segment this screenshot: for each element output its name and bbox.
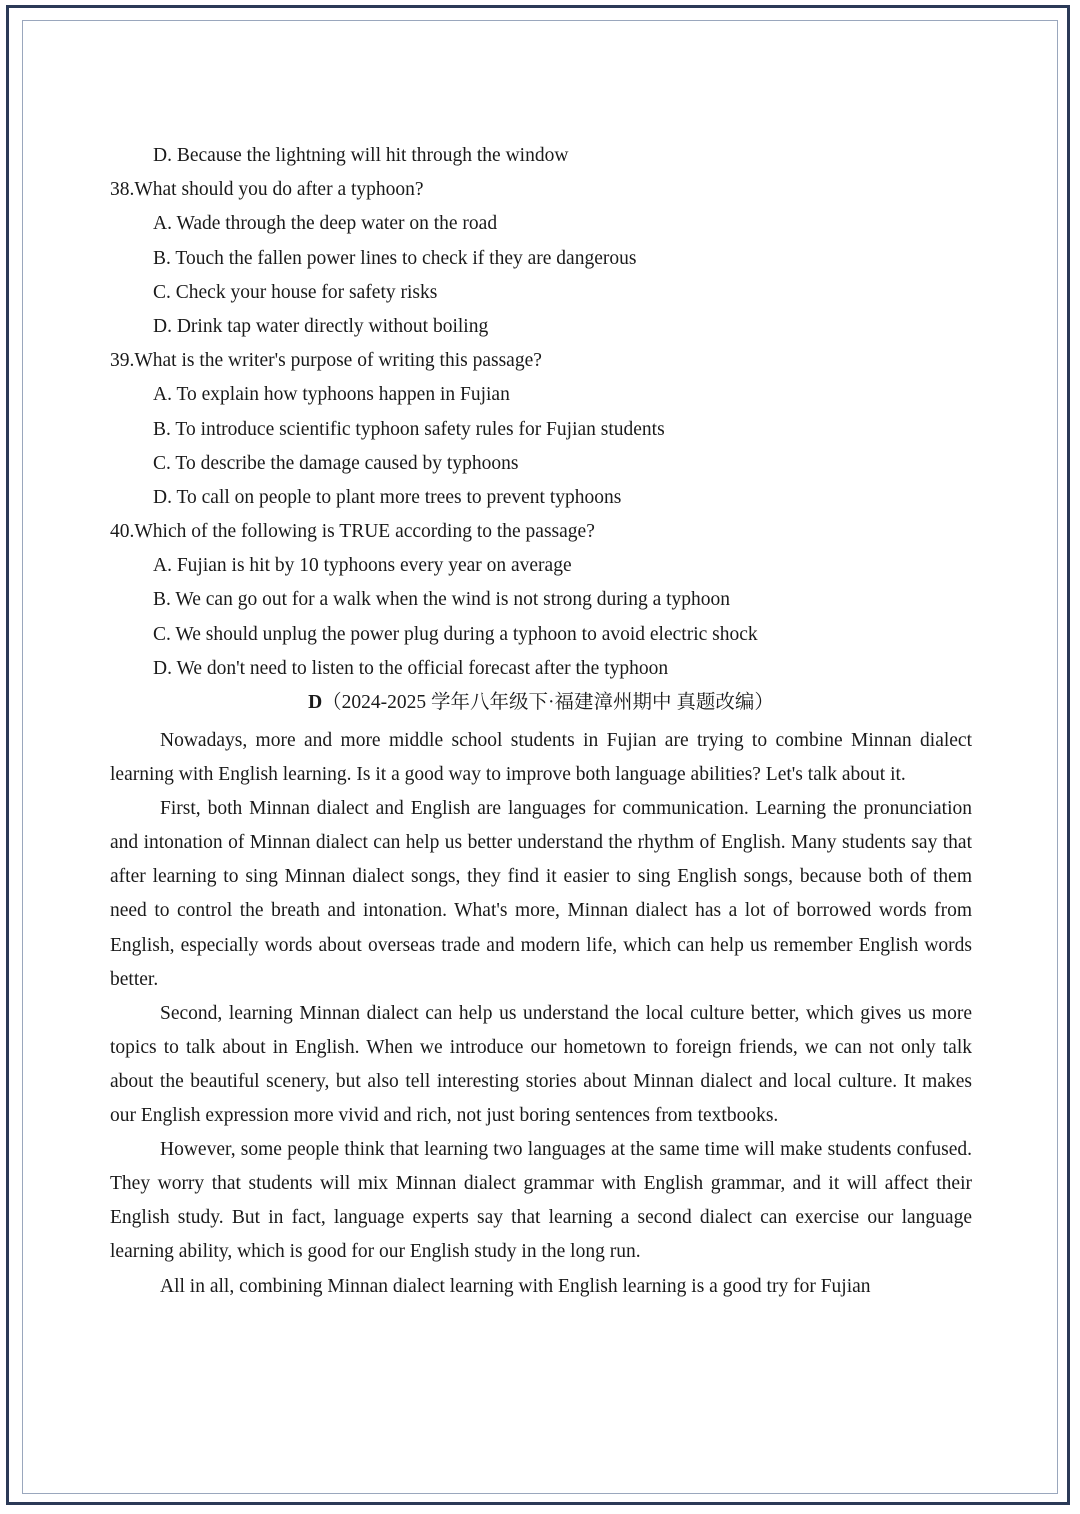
passage-paragraph: Nowadays, more and more middle school students in Fujian are trying to combine Minnan dialect learning with English learning. Is it a good way to improve both language abilities? Let's talk about it. (110, 730, 972, 786)
answer-option: C. To describe the damage caused by typhoons (153, 452, 519, 474)
answer-option: B. We can go out for a walk when the wind is not strong during a typhoon (153, 589, 731, 611)
answer-option: A. Fujian is hit by 10 typhoons every year on average (153, 555, 572, 577)
passage-paragraph: First, both Minnan dialect and English are languages for communication. Learning the pronunciation and intonation of Minnan dialect can help us better understand the rhythm of English. Many students say that after learning to sing Minnan dialect songs, they find it easier to sing English songs, because both of them need to control the breath and intonation. What's more, Minnan dialect has a lot of borrowed words from English, especially words about overseas trade and modern life, which can help us remember English words better. (110, 798, 972, 990)
answer-option: A. To explain how typhoons happen in Fujian (153, 384, 510, 406)
reading-passage (110, 724, 972, 1304)
answer-option: C. We should unplug the power plug during a typhoon to avoid electric shock (153, 623, 758, 645)
question-stem: 39.What is the writer's purpose of writing this passage? (110, 350, 542, 372)
answer-option: B. Touch the fallen power lines to check if they are dangerous (153, 247, 637, 269)
section-letter: D (308, 692, 323, 713)
passage-paragraph: All in all, combining Minnan dialect learning with English learning is a good try for Fujian (160, 1275, 871, 1297)
answer-option: D. Because the lightning will hit through the window (153, 145, 569, 166)
answer-option: D. To call on people to plant more trees to prevent typhoons (153, 486, 622, 508)
section-source: （2024-2025 学年八年级下·福建漳州期中 真题改编） (322, 692, 774, 713)
answer-option: D. Drink tap water directly without boiling (153, 315, 489, 337)
answer-option: A. Wade through the deep water on the road (153, 213, 498, 235)
passage-paragraph: Second, learning Minnan dialect can help us understand the local culture better, which gives us more topics to talk about in English. When we introduce our hometown to foreign friends, we can not only talk about the beautiful scenery, but also tell interesting stories about Minnan dialect and local culture. It makes our English expression more vivid and rich, not just boring sentences from textbooks. (110, 1002, 972, 1127)
section-heading (110, 686, 972, 724)
question-stem: 40.Which of the following is TRUE according to the passage? (110, 521, 595, 543)
question-list (110, 139, 972, 686)
question-stem: 38.What should you do after a typhoon? (110, 179, 424, 201)
answer-option: C. Check your house for safety risks (153, 281, 438, 303)
answer-option: D. We don't need to listen to the official forecast after the typhoon (153, 657, 669, 679)
answer-option: B. To introduce scientific typhoon safety rules for Fujian students (153, 418, 665, 440)
document-body (110, 139, 972, 1304)
passage-paragraph: However, some people think that learning two languages at the same time will make students confused. They worry that students will mix Minnan dialect grammar with English grammar, and it will affect their English study. But in fact, language experts say that learning a second dialect can exercise our language learning ability, which is good for our English study in the long run. (110, 1139, 972, 1263)
